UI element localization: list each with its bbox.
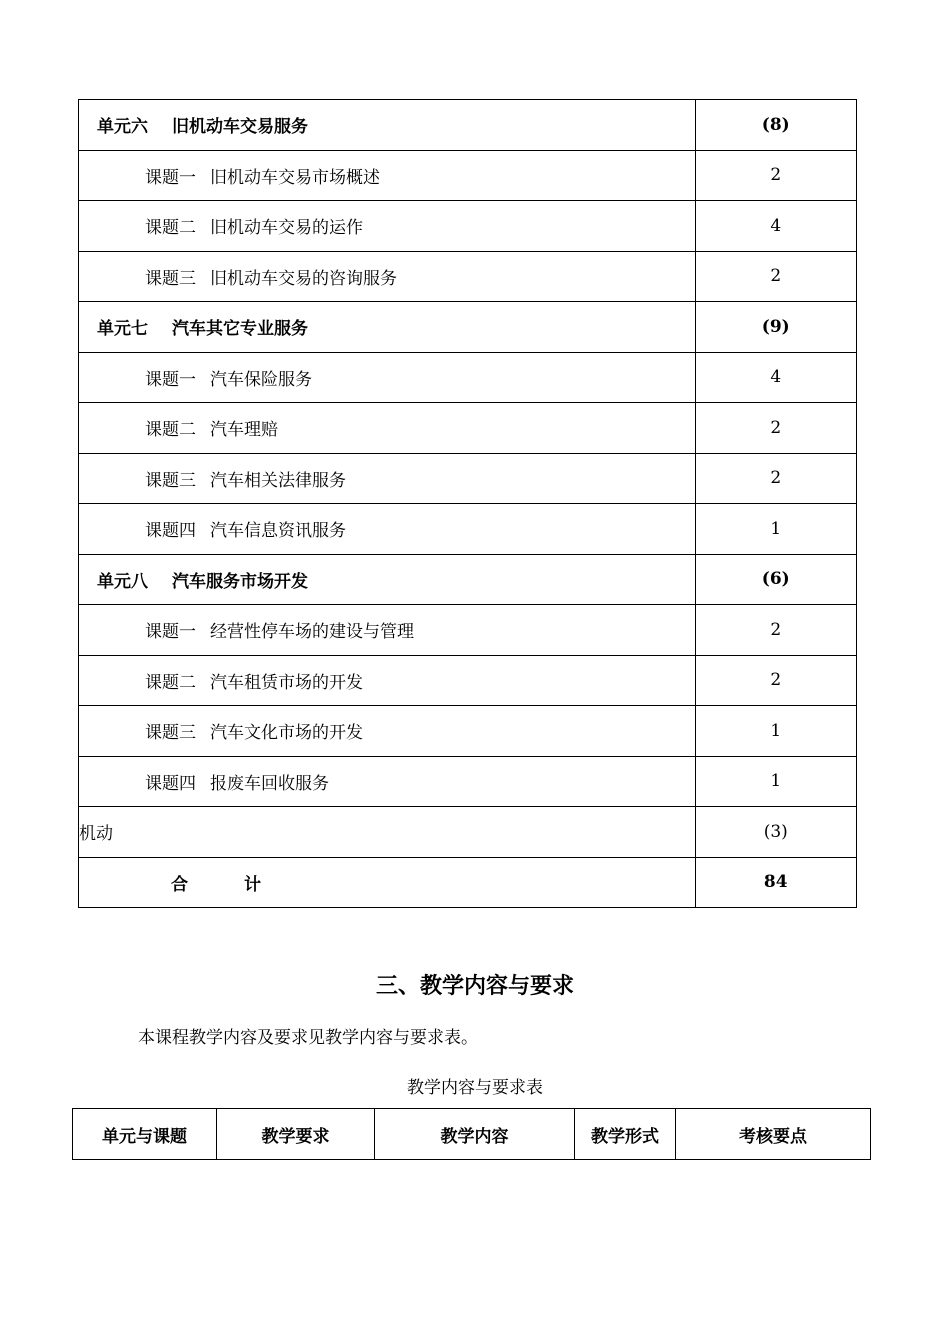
row-name-cell <box>79 352 696 403</box>
course-hours-table <box>78 99 857 908</box>
lesson-row <box>79 352 857 403</box>
row-name-cell <box>79 251 696 302</box>
lesson-title: 汽车信息资讯服务 <box>210 521 346 542</box>
lesson-title: 汽车理赔 <box>210 420 278 441</box>
hours-value: 1 <box>770 720 782 741</box>
hours-value: 4 <box>770 215 782 236</box>
row-hours-cell <box>695 100 856 151</box>
row-name-cell <box>79 302 696 353</box>
lesson-row <box>79 605 857 656</box>
row-name-cell <box>79 201 696 252</box>
row-name-cell <box>79 150 696 201</box>
hours-value: 1 <box>770 518 782 539</box>
row-name-cell <box>79 706 696 757</box>
hours-value: 1 <box>770 771 782 792</box>
total-hours-value: 84 <box>763 872 788 893</box>
row-name-cell <box>79 655 696 706</box>
lesson-title: 报废车回收服务 <box>210 773 329 794</box>
hours-value: 2 <box>770 670 782 691</box>
lesson-title: 汽车文化市场的开发 <box>210 723 363 744</box>
lesson-number: 课题一 <box>145 369 196 390</box>
unit-title: 旧机动车交易服务 <box>172 117 308 138</box>
unit-number: 单元七 <box>97 319 148 340</box>
lesson-row <box>79 655 857 706</box>
lesson-title: 旧机动车交易的咨询服务 <box>210 268 397 289</box>
row-hours-cell <box>695 352 856 403</box>
lesson-title: 汽车相关法律服务 <box>210 470 346 491</box>
lesson-number: 课题一 <box>145 622 196 643</box>
unit-title: 汽车服务市场开发 <box>172 571 308 592</box>
lesson-number: 课题四 <box>145 521 196 542</box>
total-label-b: 计 <box>244 874 261 895</box>
lesson-row <box>79 504 857 555</box>
hours-value: (3) <box>763 821 788 842</box>
row-hours-cell <box>695 706 856 757</box>
row-hours-cell <box>695 403 856 454</box>
section-intro: 本课程教学内容及要求见教学内容与要求表。 <box>138 1028 478 1048</box>
column-header-requirements: 教学要求 <box>217 1109 375 1160</box>
row-name-cell <box>79 554 696 605</box>
row-name-cell <box>79 504 696 555</box>
lesson-number: 课题四 <box>145 773 196 794</box>
lesson-row <box>79 150 857 201</box>
lesson-row <box>79 453 857 504</box>
row-name-cell <box>79 403 696 454</box>
lesson-row <box>79 706 857 757</box>
row-name-cell <box>79 100 696 151</box>
unit-title: 汽车其它专业服务 <box>172 319 308 340</box>
row-hours-cell <box>695 756 856 807</box>
row-name-cell <box>79 453 696 504</box>
lesson-title: 旧机动车交易市场概述 <box>210 167 380 188</box>
table-header-row <box>73 1109 871 1160</box>
lesson-title: 汽车租赁市场的开发 <box>210 672 363 693</box>
total-row <box>79 857 857 908</box>
row-hours-cell <box>695 554 856 605</box>
hours-value: 2 <box>770 619 782 640</box>
lesson-row <box>79 251 857 302</box>
column-header-form: 教学形式 <box>575 1109 676 1160</box>
hours-value: 2 <box>770 266 782 287</box>
row-hours-cell <box>695 150 856 201</box>
lesson-row <box>79 201 857 252</box>
hours-value: 2 <box>770 417 782 438</box>
unit-number: 单元八 <box>97 571 148 592</box>
hours-value: (8) <box>761 114 790 135</box>
lesson-number: 课题三 <box>145 470 196 491</box>
column-header-content: 教学内容 <box>375 1109 575 1160</box>
unit-row <box>79 302 857 353</box>
total-label-cell <box>79 857 696 908</box>
lesson-number: 课题二 <box>145 672 196 693</box>
lesson-number: 课题二 <box>145 420 196 441</box>
lesson-number: 课题三 <box>145 723 196 744</box>
row-hours-cell <box>695 453 856 504</box>
total-hours-cell <box>695 857 856 908</box>
section-title: 三、教学内容与要求 <box>375 973 574 999</box>
flex-title: 机动 <box>79 824 113 845</box>
hours-value: 4 <box>770 367 782 388</box>
lesson-title: 汽车保险服务 <box>210 369 312 390</box>
row-hours-cell <box>695 807 856 858</box>
hours-value: 2 <box>770 165 782 186</box>
lesson-number: 课题一 <box>145 167 196 188</box>
lesson-row <box>79 756 857 807</box>
hours-value: (6) <box>761 569 790 590</box>
flex-row <box>79 807 857 858</box>
lesson-number: 课题三 <box>145 268 196 289</box>
lesson-title: 经营性停车场的建设与管理 <box>210 622 414 643</box>
row-hours-cell <box>695 655 856 706</box>
hours-value: 2 <box>770 468 782 489</box>
column-header-assessment: 考核要点 <box>676 1109 871 1160</box>
lesson-row <box>79 403 857 454</box>
content-requirements-table <box>72 1108 871 1160</box>
lesson-title: 旧机动车交易的运作 <box>210 218 363 239</box>
row-hours-cell <box>695 302 856 353</box>
row-hours-cell <box>695 201 856 252</box>
unit-row <box>79 100 857 151</box>
unit-row <box>79 554 857 605</box>
hours-value: (9) <box>761 316 790 337</box>
row-hours-cell <box>695 605 856 656</box>
row-name-cell <box>79 756 696 807</box>
row-name-cell <box>79 807 696 858</box>
total-label-a: 合 <box>171 874 188 895</box>
lesson-number: 课题二 <box>145 218 196 239</box>
column-header-unit: 单元与课题 <box>73 1109 217 1160</box>
unit-number: 单元六 <box>97 117 148 138</box>
row-hours-cell <box>695 251 856 302</box>
row-hours-cell <box>695 504 856 555</box>
table-caption: 教学内容与要求表 <box>407 1078 543 1098</box>
row-name-cell <box>79 605 696 656</box>
